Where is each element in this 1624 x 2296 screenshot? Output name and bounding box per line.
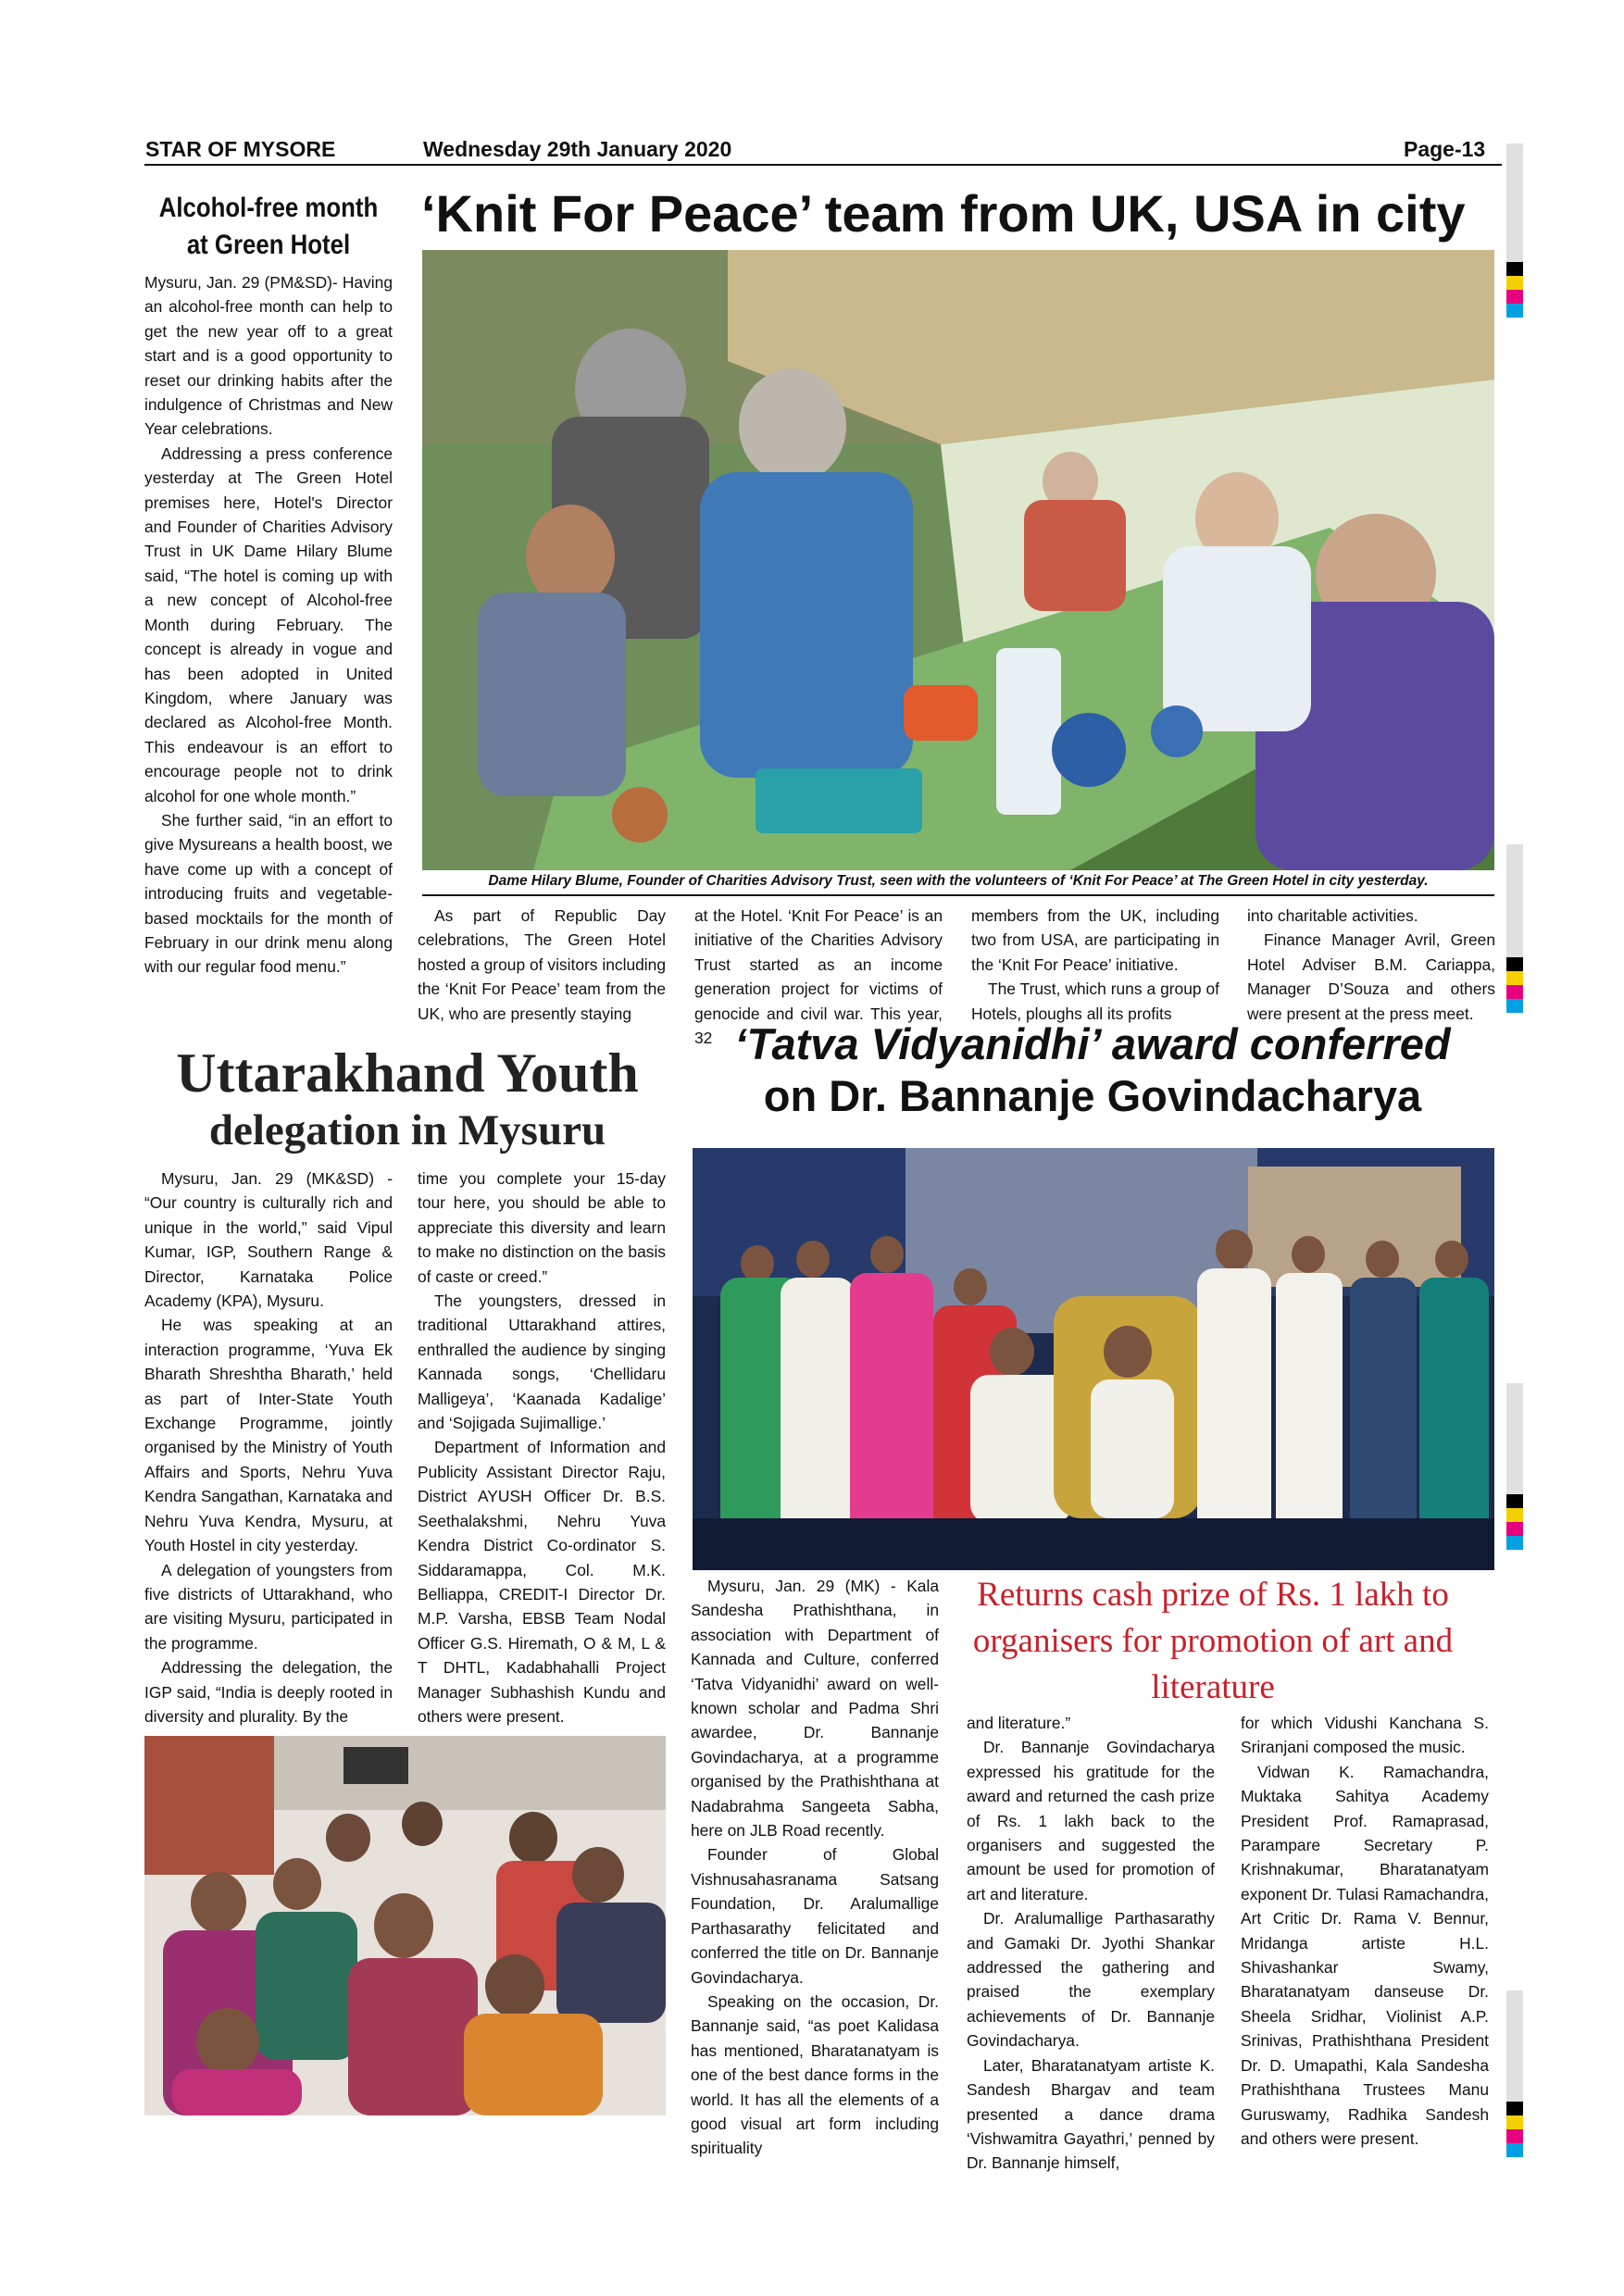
- tatva-para-7: Later, Bharatanatyam artiste K. Sandesh Bhargav and team presented a dance drama ‘Vishwamitra Gayathri,’ penned by Dr. Bannanje himself,: [967, 2055, 1215, 2173]
- uttarakhand-para-6: The youngsters, dressed in traditional Uttarakhand attires, enthralled the audience by singing Kannada songs, ‘Chellidaru Malligeya’, ‘Kaanada Kadalige’ and ‘Sojigada Sujimallige.’: [418, 1292, 666, 1433]
- page-number: Page-13: [1404, 137, 1486, 161]
- knit-col-1: [418, 904, 666, 1026]
- knit-col-3-text-b: The Trust, which runs a group of Hotels, ploughs all its profits: [971, 980, 1219, 1023]
- alcohol-para-3: She further said, “in an effort to give Mysureans a health boost, we have come up with a concept of introducing fruits and vegetable-based mocktails for the month of February in our drink menu along with our regular food menu.”: [144, 810, 393, 977]
- tatva-headline-line-1: ‘Tatva Vidyanidhi’ award conferred: [734, 1019, 1451, 1068]
- alcohol-headline-line-2: at Green Hotel: [186, 230, 351, 260]
- registration-marks-3: [1506, 1494, 1523, 1550]
- registration-bar-top: [1506, 144, 1523, 262]
- alcohol-headline: [157, 190, 381, 264]
- registration-marks-4: [1506, 2102, 1523, 2157]
- alcohol-para-1: Mysuru, Jan. 29 (PM&SD)- Having an alcohol-free month can help to get the new year off to a great start and is a good opportunity to reset our drinking habits after the indulgence of Christmas and New Year celebrations.: [144, 273, 393, 439]
- issue-date: Wednesday 29th January 2020: [423, 137, 732, 161]
- tatva-para-4: and literature.”: [967, 1714, 1071, 1732]
- registration-bar-4: [1506, 1990, 1523, 2102]
- knit-col-2-text: at the Hotel. ‘Knit For Peace’ is an initiative of the Charities Advisory Trust started as an income generation project for victims of genocide and civil war. This year, 32: [694, 906, 943, 1048]
- tatva-col-2: [967, 1711, 1215, 2176]
- uttarakhand-para-2: He was speaking at an interaction programme, ‘Yuva Ek Bharath Shreshtha Bharath,’ held as part of Inter-State Youth Exchange Programme, jointly organised by the Ministry of Youth Affairs and Sports, Nehru Yuva Kendra Sangathan, Karnataka and Nehru Yuva Kendra, Mysuru, at Youth Hostel in city yesterday.: [144, 1316, 393, 1555]
- uttarakhand-para-7: Department of Information and Publicity Assistant Director Raju, District AYUSH Officer Dr. B.S. Seethalakshmi, Nehru Yuva Kendra District Co-ordinator S. Siddaramappa, Col. M.K. Belliappa, CREDIT-I Director Dr. M.P. Varsha, EBSB Team Nodal Officer G.S. Hiremath, O & M, L & T DHTL, Kadabhahalli Project Manager Subhashish Kundu and others were present.: [418, 1438, 666, 1726]
- knit-photo-caption: Dame Hilary Blume, Founder of Charities Advisory Trust, seen with the volunteers of ‘Knit For Peace’ at The Green Hotel in city yesterday.: [488, 873, 1429, 889]
- registration-marks-1: [1506, 262, 1523, 318]
- registration-bar-3: [1506, 1383, 1523, 1494]
- tatva-para-1: Mysuru, Jan. 29 (MK) - Kala Sandesha Prathishthana, in association with Department of Kannada and Culture, conferred ‘Tatva Vidyanidhi’ award on well-known scholar and Padma Shri awardee, Dr. Bannanje Govindacharya, at a programme organised by the Prathishthana at Nadabrahma Sangeeta Sabha, here on JLB Road recently.: [691, 1577, 939, 1841]
- alcohol-para-2: Addressing a press conference yesterday at The Green Hotel premises here, Hotel's Director and Founder of Charities Advisory Trust in UK Dame Hilary Blume said, “The hotel is coming up with a new concept of Alcohol-free Month during February. The concept is already in vogue and has been adopted in United Kingdom, where January was declared as Alcohol-free Month. This endeavour is an effort to encourage people not to drink alcohol for one whole month.”: [144, 443, 393, 805]
- knit-col-4: [1247, 904, 1495, 1026]
- tatva-headline-line-2: on Dr. Bannanje Govindacharya: [763, 1071, 1422, 1120]
- knit-col-3: [971, 904, 1219, 1026]
- masthead-rule: [144, 164, 1502, 166]
- uttarakhand-col-left: [144, 1167, 393, 1728]
- uttarakhand-photo: [144, 1736, 666, 2115]
- uttarakhand-headline-line-1: Uttarakhand Youth: [176, 1042, 639, 1104]
- tatva-col-1: [691, 1574, 939, 2161]
- registration-marks-2: [1506, 957, 1523, 1013]
- alcohol-headline-line-1: Alcohol-free month: [158, 193, 379, 223]
- tatva-para-8: for which Vidushi Kanchana S. Sriranjani composed the music.: [1241, 1714, 1489, 1757]
- uttarakhand-col-right: [418, 1167, 666, 1728]
- tatva-para-9: Vidwan K. Ramachandra, Muktaka Sahitya Academy President Prof. Ramaprasad, Parampare Secretary P. Krishnakumar, Bharatanatyam exponent Dr. Tulasi Ramachandra, Art Critic Dr. Rama V. Bennur, Mridanga artiste H.L. Shivashankar Swamy, Bharatanatyam danseuse Dr. Sheela Sridhar, Violinist A.P. Srinivas, Prathishthana President Dr. D. Umapathi, Kala Sandesha Prathishthana Trustees Manu Guruswamy, Radhika Sandesh and others were present.: [1241, 1762, 1489, 2148]
- alcohol-body: [144, 270, 393, 980]
- tatva-para-5: Dr. Bannanje Govindacharya expressed his gratitude for the award and returned the cash prize of Rs. 1 lakh back to the organisers and suggested the amount be used for promotion of art and literature.: [967, 1738, 1215, 1903]
- knit-col-1-text: As part of Republic Day celebrations, The Green Hotel hosted a group of visitors including the ‘Knit For Peace’ team from the UK, who are presently staying: [418, 906, 666, 1023]
- knit-photo: [422, 250, 1494, 870]
- knit-caption-rule: [422, 894, 1494, 896]
- tatva-subhead: Returns cash prize of Rs. 1 lakh to organisers for promotion of art and literature: [972, 1576, 1454, 1706]
- uttarakhand-headline-line-2: delegation in Mysuru: [208, 1106, 606, 1154]
- uttarakhand-para-1: Mysuru, Jan. 29 (MK&SD) - “Our country is culturally rich and unique in the world,” said Vipul Kumar, IGP, Southern Range & Director, Karnataka Police Academy (KPA), Mysuru.: [144, 1169, 393, 1311]
- tatva-para-2: Founder of Global Vishnusahasranama Satsang Foundation, Dr. Aralumallige Parthasarathy felicitated and conferred the title on Dr. Bannanje Govindacharya.: [691, 1845, 939, 1987]
- uttarakhand-headline: [139, 1042, 676, 1156]
- knit-headline: ‘Knit For Peace’ team from UK, USA in city: [421, 184, 1466, 243]
- paper-name: STAR OF MYSORE: [145, 137, 336, 161]
- knit-col-4-text-a: into charitable activities.: [1247, 906, 1418, 925]
- registration-bar-2: [1506, 844, 1523, 957]
- uttarakhand-para-3: A delegation of youngsters from five districts of Uttarakhand, who are visiting Mysuru, participated in the programme.: [144, 1560, 393, 1653]
- tatva-headline: [685, 1018, 1500, 1122]
- uttarakhand-para-5: time you complete your 15-day tour here, you should be able to appreciate this diversity and learn to make no distinction on the basis of caste or creed.”: [418, 1169, 666, 1286]
- tatva-photo: [693, 1148, 1494, 1570]
- tatva-col-3: [1241, 1711, 1489, 2151]
- knit-col-3-text-a: members from the UK, including two from USA, are participating in the ‘Knit For Peace’ initiative.: [971, 906, 1219, 974]
- uttarakhand-para-4: Addressing the delegation, the IGP said, “India is deeply rooted in diversity and plurality. By the: [144, 1658, 393, 1726]
- tatva-para-3: Speaking on the occasion, Dr. Bannanje said, “as poet Kalidasa has mentioned, Bharatanatyam is one of the best dance forms in the world. It has all the elements of a good visual art form including spirituality: [691, 1991, 939, 2158]
- tatva-para-6: Dr. Aralumallige Parthasarathy and Gamaki Dr. Jyothi Shankar addressed the gathering and praised the exemplary achievements of Dr. Bannanje Govindacharya.: [967, 1909, 1215, 2051]
- knit-col-4-text-b: Finance Manager Avril, Green Hotel Adviser B.M. Cariappa, Manager D’Souza and others were present at the press meet.: [1247, 930, 1495, 1023]
